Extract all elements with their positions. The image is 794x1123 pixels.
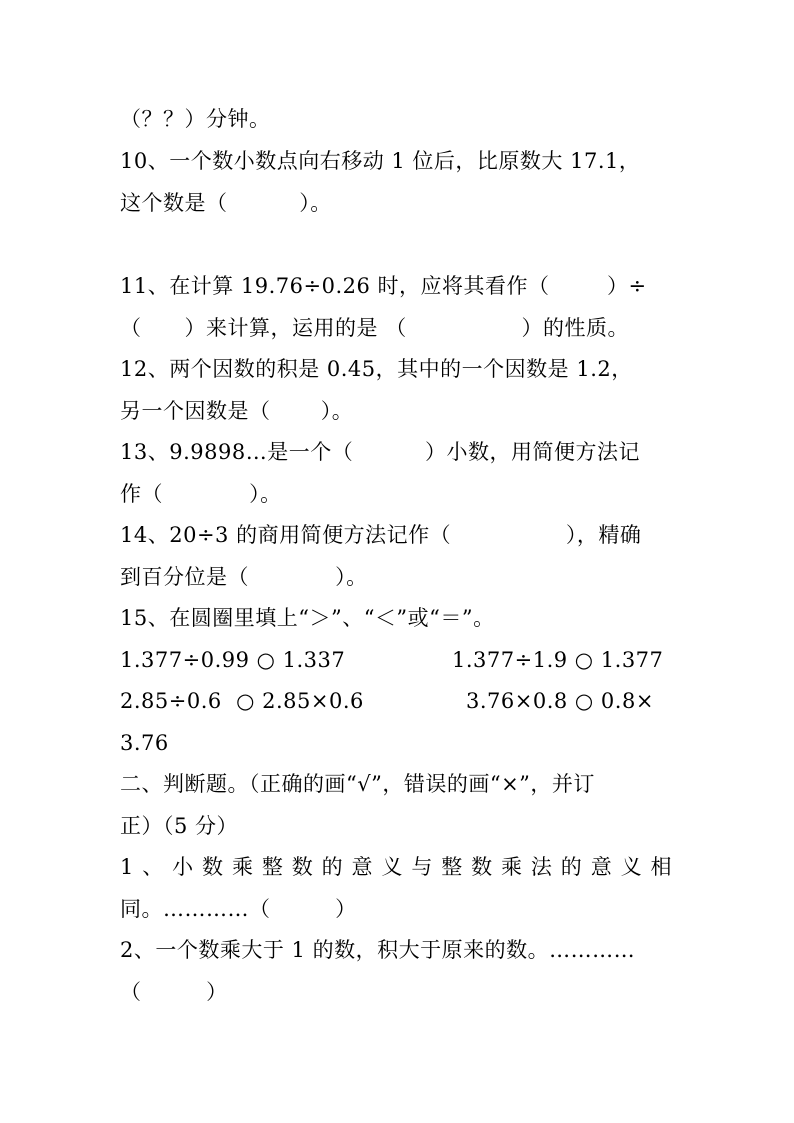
q11-line-1: 11、在计算 19.76÷0.26 时，应将其看作（ ）÷ [120,274,647,298]
q12-line-2: 另一个因数是（ ）。 [120,399,354,423]
q13-line-1: 13、9.9898…是一个（ ）小数，用简便方法记 [120,440,640,464]
q10-line-1: 10、一个数小数点向右移动 1 位后，比原数大 17.1， [120,149,641,173]
q12-line-1: 12、两个因数的积是 0.45，其中的一个因数是 1.2， [120,357,633,381]
q14-line-1: 14、20÷3 的商用简便方法记作（ ），精确 [120,523,642,547]
q9-continuation: （？？）分钟。 [120,107,271,131]
section-2-heading: 二、判断题。（正确的画“√”，错误的画“×”，并订 [120,772,595,796]
q10-line-2: 这个数是（ ）。 [120,191,332,215]
judge-q2-line-2: （ ） [120,980,228,1004]
q15-compare-4: 3.76×0.8 ○ 0.8× [466,689,654,713]
judge-q1-line-2: 同。…………（ ） [120,897,357,921]
q13-line-2: 作（ ）。 [120,482,282,506]
q15-prompt: 15、在圆圈里填上“＞”、“＜”或“＝”。 [120,606,495,630]
q15-compare-2: 1.377÷1.9 ○ 1.377 [452,648,664,672]
q15-compare-3: 2.85÷0.6 ○ 2.85×0.6 [120,689,364,713]
section-2-heading-continued: 正）（5 分） [120,814,239,838]
judge-q2-line-1: 2、一个数乘大于 1 的数，积大于原来的数。………… [120,938,636,962]
judge-q1-line-1: 1、小数乘整数的意义与整数乘法的意义相 [120,855,672,879]
q15-compare-4-continued: 3.76 [120,731,169,755]
q15-compare-1: 1.377÷0.99 ○ 1.337 [120,648,346,672]
q11-line-2: （ ）来计算，运用的是 （ ）的性质。 [120,316,630,340]
q14-line-2: 到百分位是（ ）。 [120,565,368,589]
